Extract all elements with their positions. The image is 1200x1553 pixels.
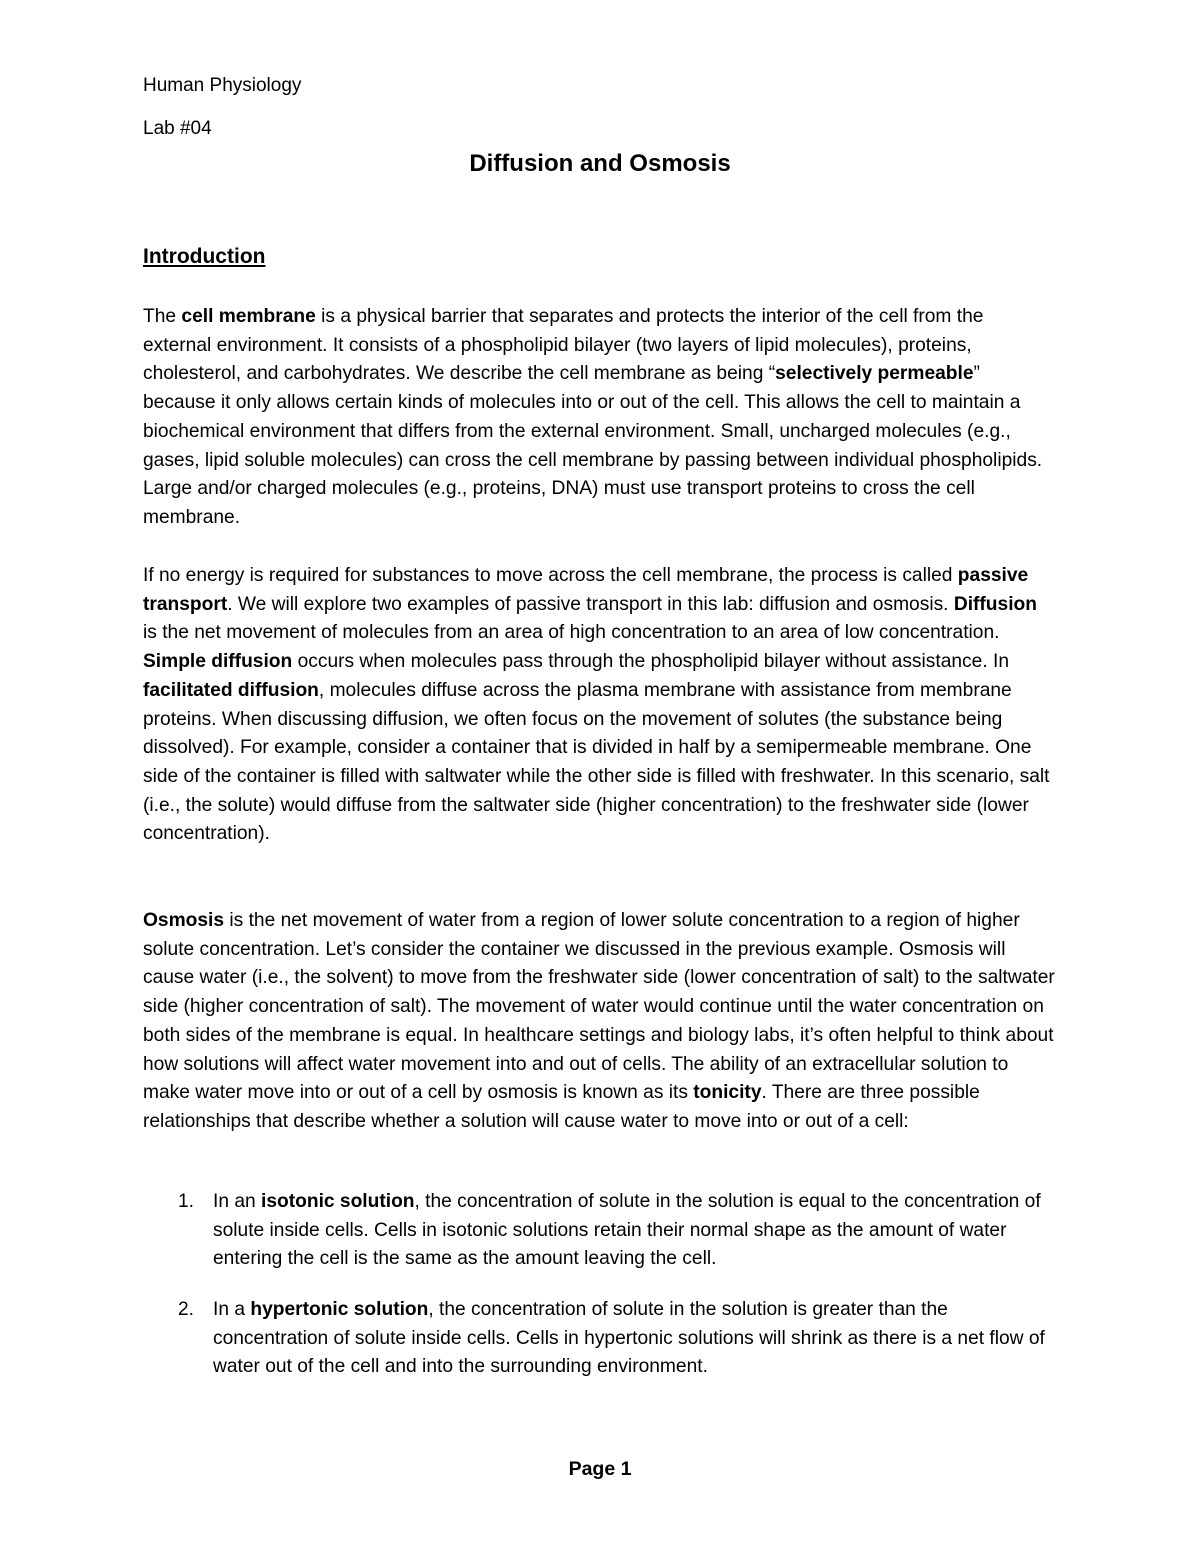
text-run: , molecules diffuse across the plasma membrane with assistance from membrane proteins. When discussing diffusion, we often focus on the movement of solutes (the substance being dissolved). For example, consider a container that is divided in half by a semipermeable membrane. One side of the container is filled with saltwater while the other side is filled with freshwater. In this scenario, salt (i.e., the solute) would diffuse from the saltwater side (higher concentration) to the freshwater side (lower concentration). [143,679,1050,845]
term-isotonic-solution: isotonic solution [261,1191,415,1212]
text-run: , the concentration of solute in the solution is greater than the concentration of solute inside cells. Cells in hypertonic solutions will shrink as there is a net flow of water out of the cell and into the surrounding environment. [213,1299,1045,1378]
term-selectively-permeable: selectively permeable [775,363,974,385]
text-run: is the net movement of molecules from an area of high concentration to an area of low concentration. [143,622,1000,644]
numbered-list [143,1188,1055,1274]
list-item-isotonic [143,1188,1055,1274]
text-run: In an [213,1191,262,1212]
text-run: , the concentration of solute in the solution is equal to the concentration of solute inside cells. Cells in isotonic solutions retain their normal shape as the amount of water entering the cell is the same as the amount leaving the cell. [213,1191,1041,1270]
term-cell-membrane: cell membrane [181,306,316,327]
term-osmosis: Osmosis [143,910,225,931]
list-number: 2. [178,1299,195,1320]
paragraph-osmosis [143,907,1055,1137]
paragraph-cell-membrane [143,303,1055,533]
list-item-hypertonic [143,1296,1055,1382]
term-diffusion: Diffusion [953,593,1037,615]
term-passive-transport: passive transport [143,565,1029,615]
numbered-list [143,1296,1055,1382]
text-run: The [143,306,182,327]
term-tonicity: tonicity [693,1082,762,1104]
lab-number: Lab #04 [143,118,212,139]
page-title: Diffusion and Osmosis [469,150,731,177]
page-number: Page 1 [568,1458,632,1480]
text-run: . We will explore two examples of passive transport in this lab: diffusion and osmosis. [227,593,954,615]
text-run: is the net movement of water from a region of lower solute concentration to a region of higher solute concentration. Let’s consider the container we discussed in the previous example. Osmosis will cause water (i.e., the solvent) to move from the freshwater side (lower concentration of salt) to the saltwater side (higher concentration of salt). The movement of water would continue until the water concentration on both sides of the membrane is equal. In healthcare settings and biology labs, it’s often helpful to think about how solutions will affect water movement into and out of cells. The ability of an extracellular solution to make water move into or out of a cell by osmosis is known as its [143,910,1055,1104]
section-heading-introduction: Introduction [143,245,266,268]
text-run: occurs when molecules pass through the phospholipid bilayer without assistance. In [292,651,1009,673]
course-name: Human Physiology [143,75,302,96]
paragraph-passive-transport [143,562,1055,849]
list-number: 1. [178,1191,195,1212]
text-run: is a physical barrier that separates and protects the interior of the cell from the external environment. It consists of a phospholipid bilayer (two layers of lipid molecules), proteins, cholesterol, and carbohydrates. We describe the cell membrane as being “ [143,306,984,385]
text-run: In a [213,1299,251,1320]
text-run: . There are three possible relationships that describe whether a solution will cause water to move into or out of a cell: [143,1082,980,1132]
term-facilitated-diffusion: facilitated diffusion [143,679,319,701]
text-run: ” because it only allows certain kinds of molecules into or out of the cell. This allows the cell to maintain a biochemical environment that differs from the external environment. Small, uncharged molecules (e.g., gases, lipid soluble molecules) can cross the cell membrane by passing between individual phospholipids. Large and/or charged molecules (e.g., proteins, DNA) must use transport proteins to cross the cell membrane. [143,363,1043,528]
term-simple-diffusion: Simple diffusion [143,651,293,673]
term-hypertonic-solution: hypertonic solution [250,1299,429,1320]
text-run: If no energy is required for substances to move across the cell membrane, the process is called [143,565,958,586]
